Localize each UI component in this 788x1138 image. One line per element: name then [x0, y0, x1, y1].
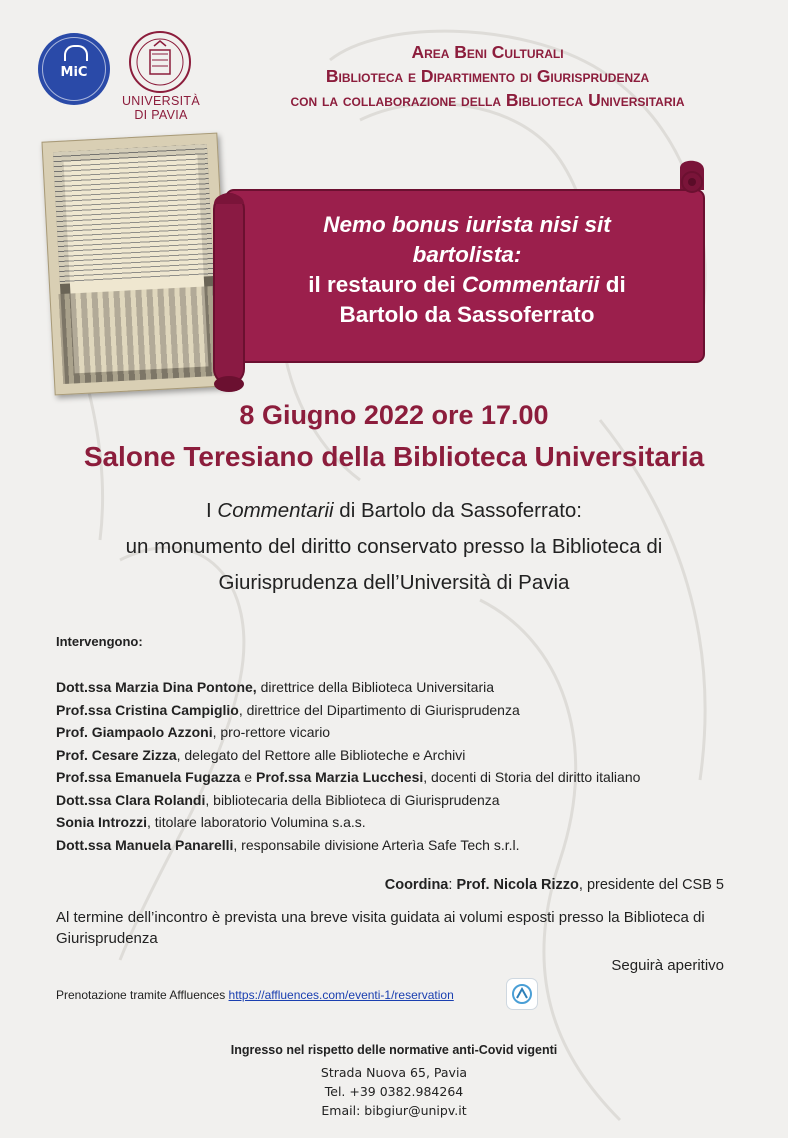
subtitle-line1-pre: I [205, 499, 218, 522]
speaker-role: , delegato del Rettore alle Biblioteche e Archivi [176, 746, 466, 763]
subtitle-line1-post: di Bartolo da Sassoferrato: [333, 499, 583, 522]
mic-logo [38, 33, 110, 105]
speaker-role: , direttrice del Dipartimento di Giurisprudenza [238, 701, 520, 718]
speaker-role: , docenti di Storia del diritto italiano [423, 769, 641, 785]
banner-line2: bartolista: [412, 242, 522, 267]
speaker-name: Dott.ssa Clara Rolandi [56, 791, 206, 808]
speaker-conjunction: e [240, 769, 256, 785]
banner-line3-italic: Commentarii [462, 272, 600, 297]
moderator-separator: : [448, 877, 457, 893]
university-name-line2: DI PAVIA [134, 108, 188, 122]
speaker-item [56, 721, 756, 744]
mic-logo-text: MiC [60, 64, 88, 80]
event-venue: Salone Teresiano della Biblioteca Universitaria [83, 441, 705, 472]
banner-line3-pre: il restauro dei [308, 272, 463, 297]
booking-line [56, 988, 454, 1002]
banner-line4: Bartolo da Sassoferrato [339, 302, 595, 327]
speaker-item [56, 699, 756, 722]
speaker-name: Sonia Introzzi [56, 814, 147, 830]
speaker-item [56, 834, 756, 857]
speaker-item [56, 676, 756, 699]
subtitle-line1-italic: Commentarii [217, 499, 334, 522]
event-subtitle [40, 493, 748, 601]
contact-info [0, 1063, 788, 1120]
speaker-role: , bibliotecaria della Biblioteca di Giurisprudenza [205, 791, 500, 808]
subtitle-line2: un monumento del diritto conservato presso la Biblioteca di [125, 535, 663, 558]
speakers-list [56, 676, 756, 856]
speaker-name: Prof. Cesare Zizza [56, 746, 177, 763]
speaker-name: Prof.ssa Cristina Campiglio [56, 701, 239, 718]
organizers-header [210, 40, 765, 112]
banner-line3-post: di [599, 272, 626, 297]
speaker-name: Dott.ssa Marzia Dina Pontone, [56, 679, 257, 695]
speaker-item [56, 789, 756, 812]
university-seal-icon [124, 30, 196, 94]
closing-note: Al termine dell’incontro è prevista una breve visita guidata ai volumi esposti presso la Biblioteca di Giurisprudenza [56, 909, 705, 947]
speaker-item [56, 811, 756, 834]
university-name-line1: UNIVERSITÀ [121, 94, 200, 108]
subtitle-line3: Giurisprudenza dell’Università di Pavia [218, 571, 570, 594]
speaker-role: , titolare laboratorio Volumina s.a.s. [147, 814, 366, 830]
speaker-name: Dott.ssa Manuela Panarelli [56, 836, 234, 853]
address-street: Strada Nuova 65, Pavia [320, 1065, 468, 1080]
aperitivo-note: Seguirà aperitivo [611, 957, 724, 974]
speaker-name: Prof. Giampaolo Azzoni [56, 724, 213, 740]
speaker-role: , responsabile divisione Arterìa Safe Tech s.r.l. [233, 836, 520, 853]
speaker-name-2: Prof.ssa Marzia Lucchesi [255, 769, 424, 785]
moderator-label: Coordina [384, 877, 449, 893]
speaker-role: direttrice della Biblioteca Universitaria [256, 679, 495, 695]
header-line1: Area Beni Culturali [411, 42, 564, 62]
affluences-app-icon[interactable] [506, 978, 538, 1010]
book-image [41, 133, 230, 396]
speaker-role: , pro-rettore vicario [212, 724, 331, 740]
moderator-line [0, 877, 724, 893]
covid-notice: Ingresso nel rispetto delle normative anti-Covid vigenti [230, 1043, 558, 1057]
booking-link[interactable]: https://affluences.com/eventi-1/reservation [228, 988, 454, 1002]
event-date: 8 Giugno 2022 ore 17.00 [239, 400, 549, 430]
speakers-heading: Intervengono: [56, 634, 143, 649]
address-phone: Tel. +39 0382.984264 [324, 1084, 464, 1099]
header-line3: con la collaborazione della Biblioteca Universitaria [290, 90, 685, 110]
banner-title [238, 210, 696, 330]
moderator-role: , presidente del CSB 5 [578, 877, 724, 893]
speaker-item [56, 766, 756, 789]
address-email[interactable]: Email: bibgiur@unipv.it [321, 1103, 467, 1118]
banner-line1: Nemo bonus iurista nisi sit [323, 212, 611, 237]
speaker-item [56, 744, 756, 767]
speaker-name: Prof.ssa Emanuela Fugazza [56, 769, 241, 785]
university-name [115, 94, 207, 122]
moderator-name: Prof. Nicola Rizzo [456, 877, 579, 893]
booking-label: Prenotazione tramite Affluences [56, 988, 229, 1002]
header-line2: Biblioteca e Dipartimento di Giurisprudenza [325, 66, 650, 86]
